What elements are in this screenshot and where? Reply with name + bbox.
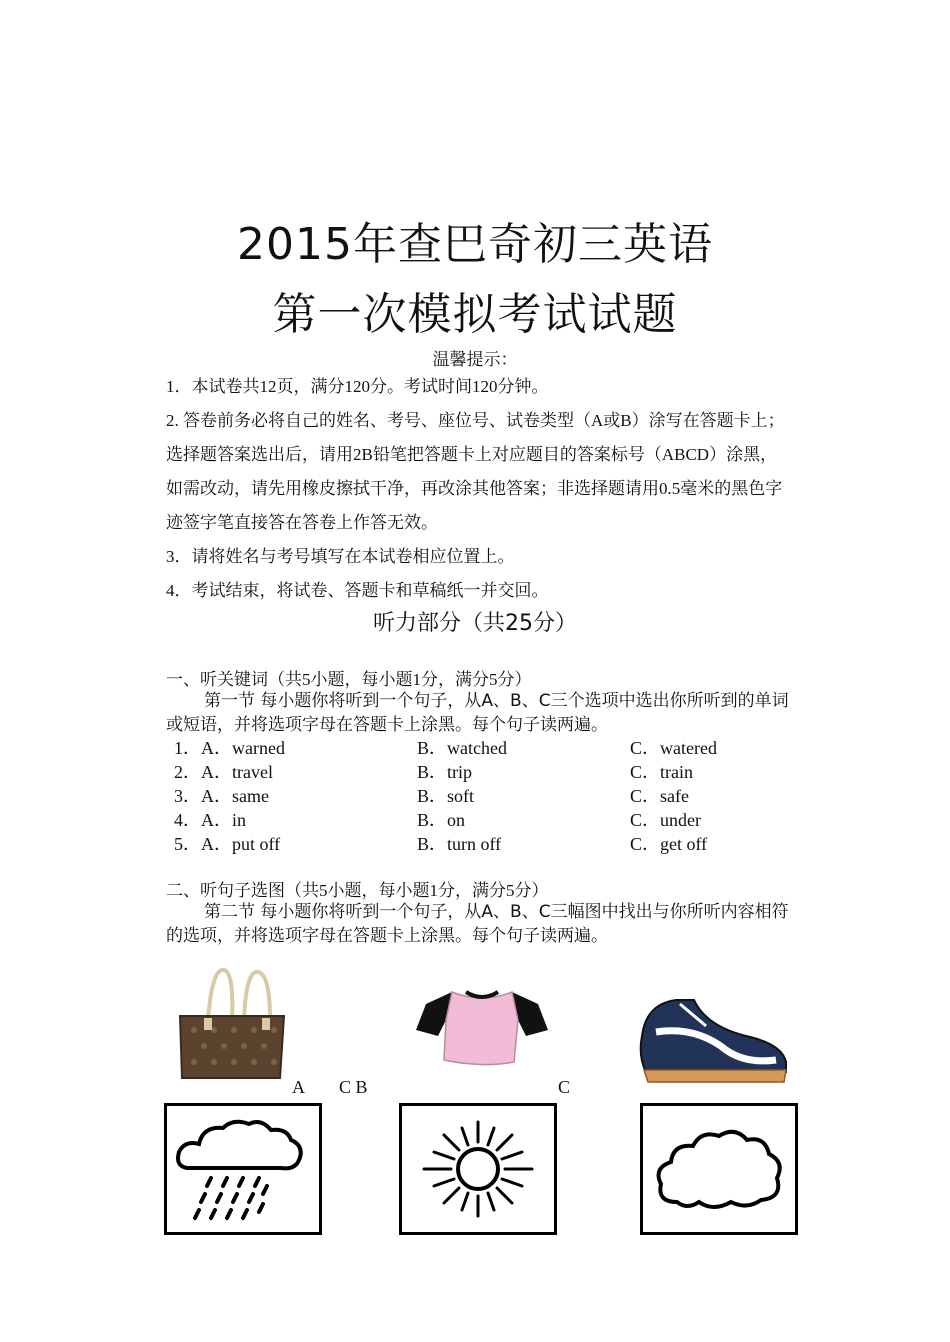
option-b: B．on: [417, 810, 466, 830]
option-c: C．under: [630, 810, 701, 830]
tip-item-2: 2. 答卷前务必将自己的姓名、考号、座位号、试卷类型（A或B）涂写在答题卡上；选择题答案选出后，请用2B铅笔把答题卡上对应题目的答案标号（ABCD）涂黑，如需改动，请先用橡皮擦拭干净，再改涂其他答案；非选择题请用0.5毫米的黑色字迹签字笔直接答在答卷上作答无效。: [166, 411, 785, 532]
part2-title: [166, 876, 549, 901]
option-a: 5．A．put off: [174, 834, 281, 854]
exam-title-line1: 2015年查巴奇初三英语: [237, 219, 713, 270]
rain-picture-frame: [164, 1103, 322, 1235]
handbag-icon: [174, 966, 290, 1082]
option-a: 2．A．travel: [174, 762, 273, 782]
listening-heading: 听力部分（共25分）: [373, 611, 577, 636]
cloud-picture-frame: [640, 1103, 798, 1235]
sneaker-icon: [636, 996, 790, 1086]
tip-item-4: 4．考试结束，将试卷、答题卡和草稿纸一并交回。: [166, 581, 549, 600]
question-row-4: [174, 806, 794, 830]
part2-note: （共5小题，每小题1分，满分5分）: [285, 881, 549, 900]
tips-heading: 温馨提示：: [432, 350, 518, 370]
option-a: 1．A．warned: [174, 738, 285, 758]
rain-cloud-icon: [167, 1106, 319, 1232]
sun-icon: [402, 1106, 554, 1232]
question-row-3: [174, 782, 794, 806]
option-c: C．get off: [630, 834, 708, 854]
part1-title: [166, 665, 532, 690]
option-a: 3．A．same: [174, 786, 269, 806]
part2-title-text: 二、听句子选图: [166, 881, 285, 901]
cloud-icon: [643, 1106, 795, 1232]
question-row-2: [174, 758, 794, 782]
option-c: C．watered: [630, 738, 717, 758]
tshirt-icon: [412, 986, 552, 1068]
part1-instruction: 第一节 每小题你将听到一个句子，从A、B、C三个选项中选出你所听到的单词或短语，并将选项字母在答题卡上涂黑。每个句子读两遍。: [166, 691, 789, 735]
option-b: B．watched: [417, 738, 507, 758]
part1-title-text: 一、听关键词: [166, 670, 268, 690]
option-c: C．safe: [630, 786, 689, 806]
sun-picture-frame: [399, 1103, 557, 1235]
option-b: B．turn off: [417, 834, 502, 854]
tip-item-3: 3．请将姓名与考号填写在本试卷相应位置上。: [166, 547, 515, 566]
picture-label-c: C: [558, 1077, 571, 1097]
tip-item-1: 1．本试卷共12页，满分120分。考试时间120分钟。: [166, 377, 549, 396]
option-b: B．trip: [417, 762, 473, 782]
question-row-1: [174, 734, 794, 758]
picture-label-a: A: [292, 1077, 305, 1097]
exam-title-line2: 第一次模拟考试试题: [272, 289, 678, 340]
part1-note: （共5小题，每小题1分，满分5分）: [268, 670, 532, 689]
option-b: B．soft: [417, 786, 475, 806]
option-c: C．train: [630, 762, 693, 782]
question-row-5: [174, 830, 794, 854]
picture-label-cb: C B: [339, 1077, 368, 1097]
option-a: 4．A．in: [174, 810, 246, 830]
part2-instruction: 第二节 每小题你将听到一个句子，从A、B、C三幅图中找出与你所听内容相符的选项，并将选项字母在答题卡上涂黑。每个句子读两遍。: [166, 902, 789, 946]
